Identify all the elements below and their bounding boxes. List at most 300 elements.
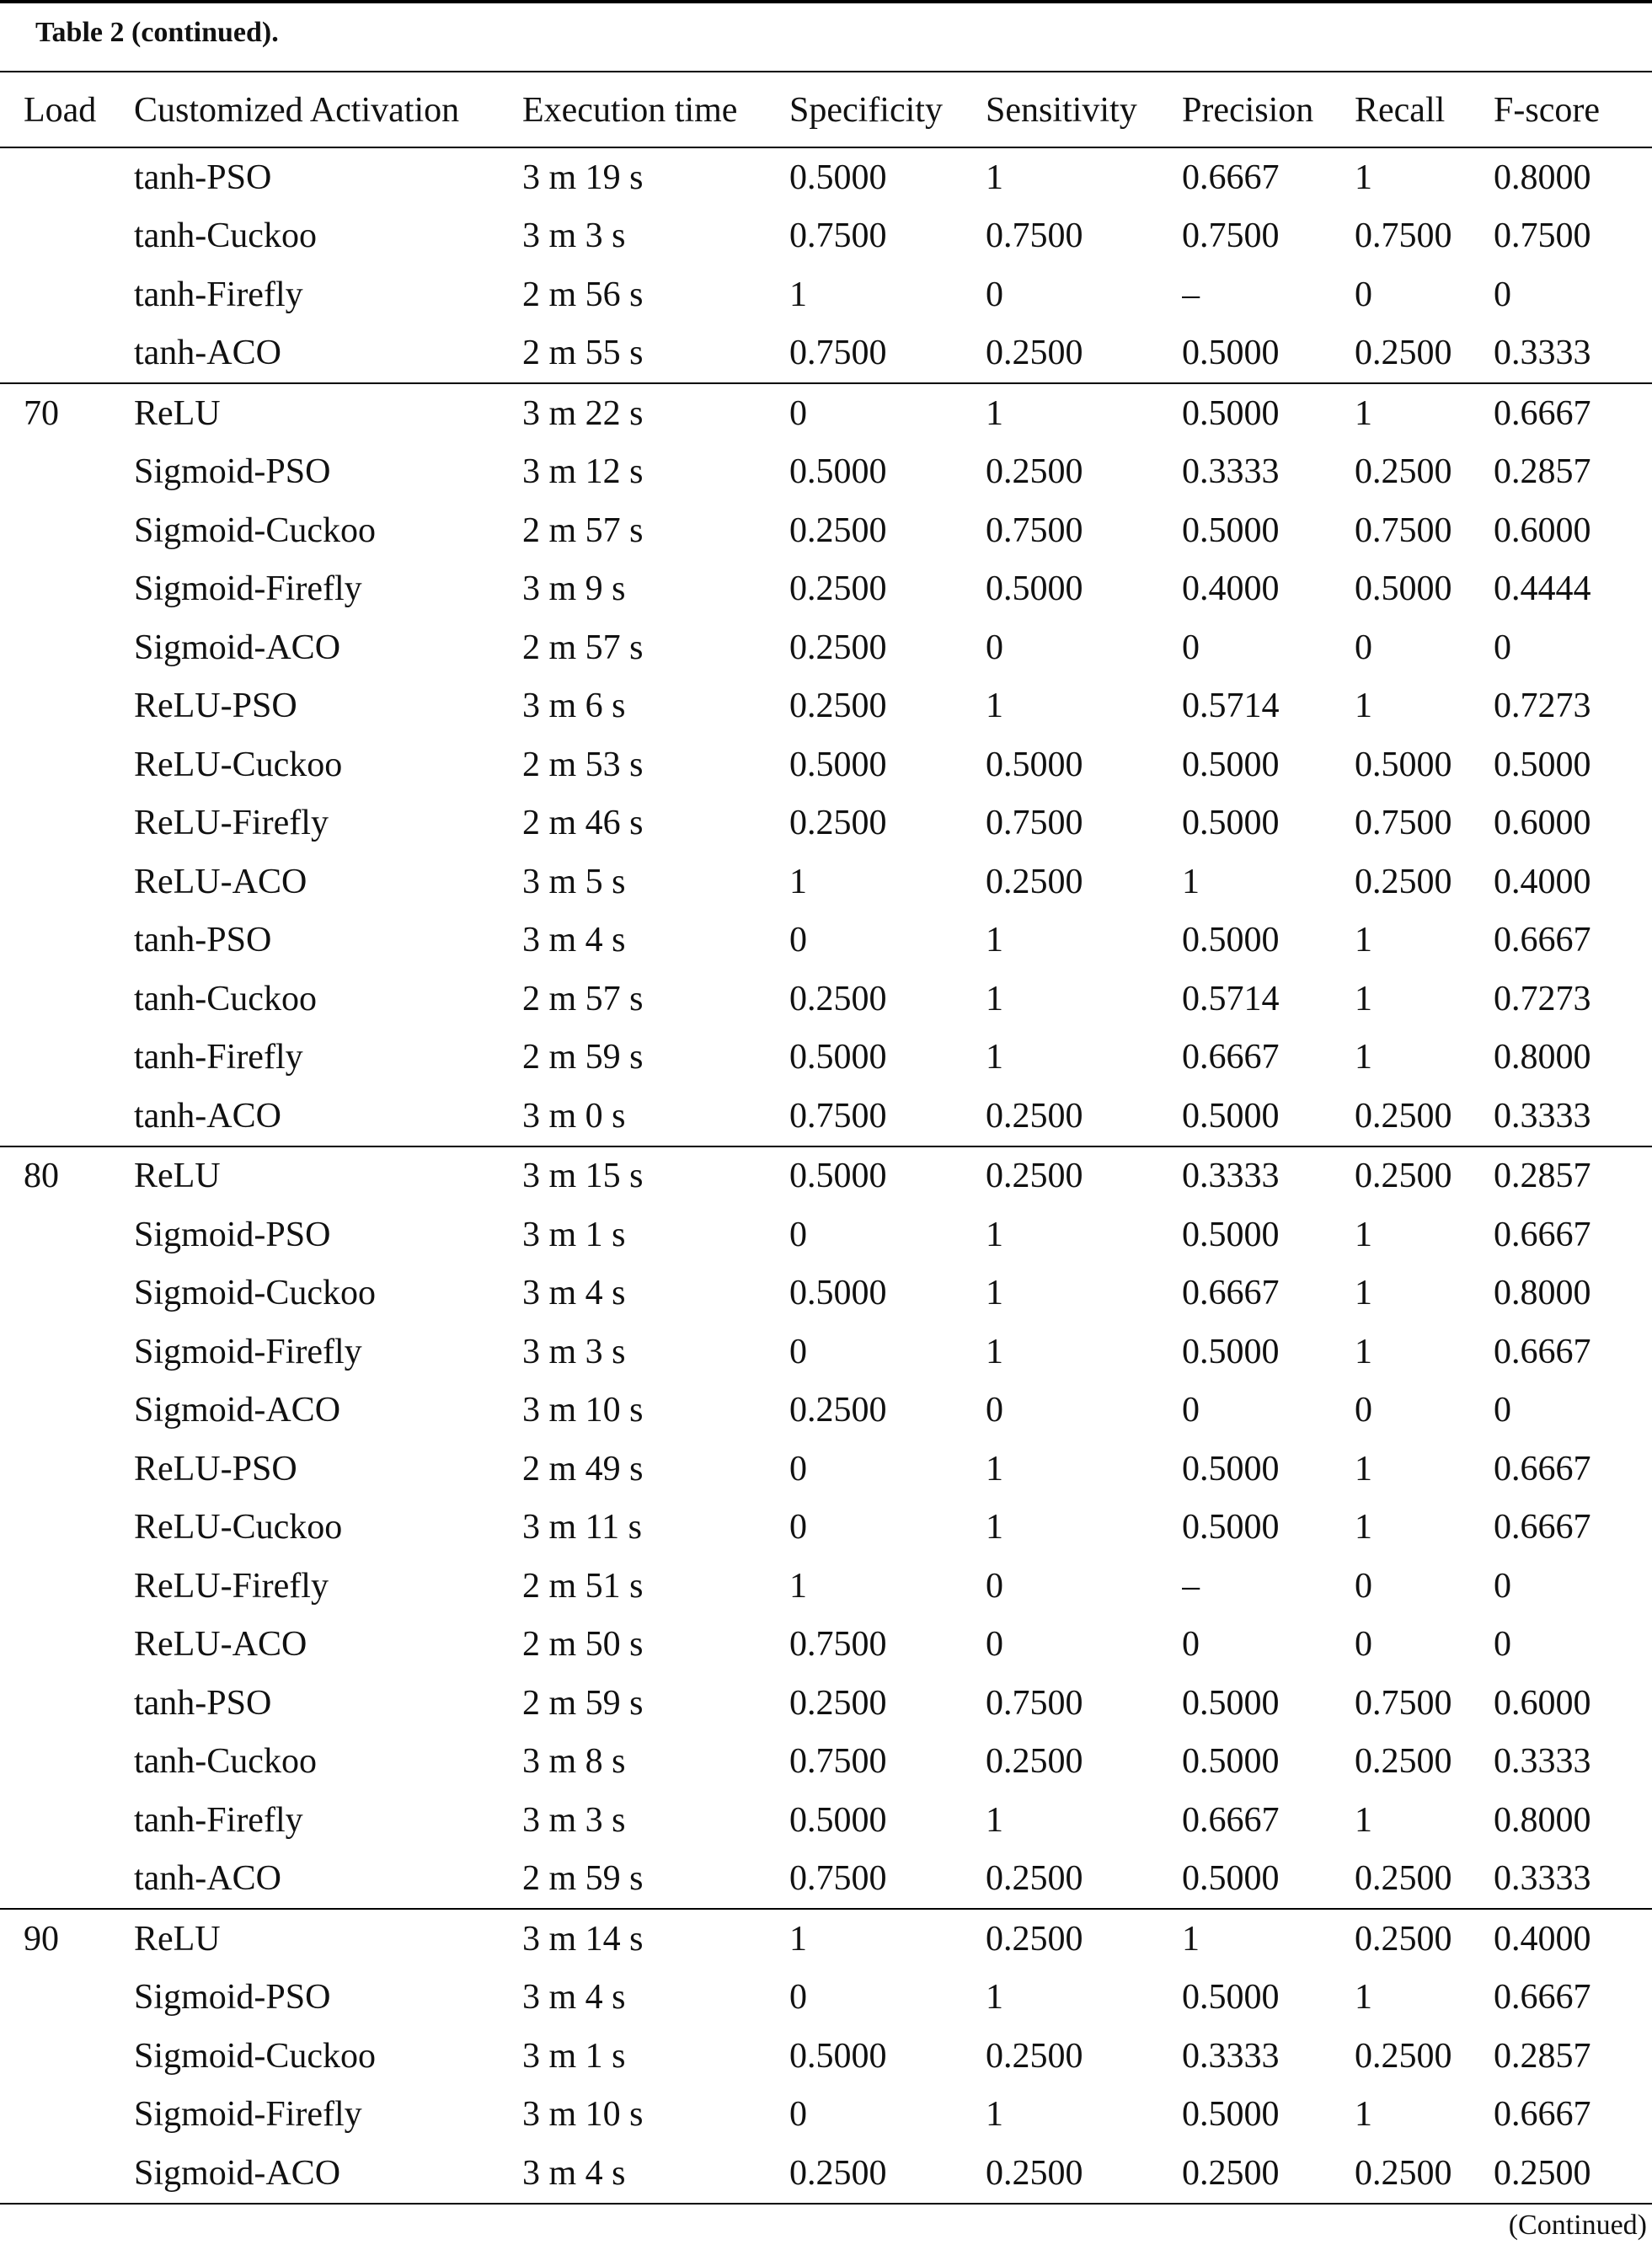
continued-note: (Continued)	[1508, 2210, 1647, 2241]
cell-load	[0, 1557, 134, 1616]
table-row	[0, 677, 1652, 736]
cell-specificity: 1	[789, 275, 807, 314]
cell-load	[0, 1499, 134, 1558]
cell-specificity: 0	[789, 1508, 807, 1547]
cell-sensitivity: 1	[986, 1215, 1003, 1254]
cell-specificity: 0.5000	[789, 1038, 887, 1077]
cell-recall: 1	[1355, 1332, 1372, 1371]
cell-f-score: 0.6667	[1494, 2095, 1591, 2135]
cell-specificity: 0.2500	[789, 804, 887, 843]
cell-load	[0, 794, 134, 853]
cell-precision: 0.5000	[1182, 1449, 1280, 1488]
cell-activation: Sigmoid-Firefly	[134, 1332, 362, 1371]
cell-sensitivity: 0	[986, 275, 1003, 314]
cell-f-score: 0	[1494, 1566, 1511, 1606]
cell-load	[0, 1733, 134, 1792]
table-row	[0, 1674, 1652, 1733]
cell-execution-time: 3 m 4 s	[522, 2144, 789, 2204]
cell-f-score: 0.7273	[1494, 979, 1591, 1018]
cell-execution-time: 2 m 59 s	[522, 1683, 644, 1723]
table-row	[0, 1087, 1652, 1146]
cell-specificity: 0	[789, 2095, 807, 2135]
cell-load	[0, 1969, 134, 2028]
cell-sensitivity: 0.2500	[986, 1087, 1182, 1146]
cell-specificity: 0	[789, 1332, 807, 1371]
cell-precision: 0	[1182, 1391, 1200, 1430]
cell-recall: 0.2500	[1355, 862, 1452, 901]
cell-activation: Sigmoid-PSO	[134, 1978, 331, 2018]
cell-precision: 0.5000	[1182, 804, 1280, 843]
cell-precision: 0	[1182, 1625, 1200, 1665]
cell-f-score: 0	[1494, 628, 1511, 667]
table-row	[0, 1146, 1652, 1206]
cell-recall: 1	[1355, 393, 1372, 433]
cell-recall: 1	[1355, 1274, 1372, 1313]
cell-sensitivity: 0.2500	[986, 2144, 1182, 2204]
cell-f-score: 0.2857	[1494, 1157, 1591, 1196]
cell-f-score: 0.6667	[1494, 1449, 1591, 1488]
cell-load	[0, 1029, 134, 1088]
cell-activation: tanh-ACO	[134, 324, 522, 384]
cell-sensitivity: 0.2500	[986, 2036, 1083, 2076]
cell-activation: tanh-PSO	[134, 158, 272, 197]
cell-activation: ReLU-Firefly	[134, 1566, 329, 1606]
cell-activation: ReLU-ACO	[134, 862, 307, 901]
table-row	[0, 265, 1652, 324]
cell-execution-time: 2 m 55 s	[522, 324, 789, 384]
cell-load	[0, 911, 134, 970]
top-rule	[0, 0, 1652, 3]
cell-sensitivity: 0	[986, 1625, 1003, 1665]
cell-precision: 0.3333	[1182, 2036, 1280, 2076]
cell-recall: 1	[1355, 1449, 1372, 1488]
cell-f-score: 0.6667	[1494, 1978, 1591, 2018]
cell-sensitivity: 1	[986, 393, 1003, 433]
cell-execution-time: 2 m 57 s	[522, 510, 644, 550]
cell-f-score: 0.6000	[1494, 1683, 1591, 1723]
cell-sensitivity: 1	[986, 1038, 1003, 1077]
cell-execution-time: 3 m 22 s	[522, 393, 644, 433]
cell-activation: tanh-Cuckoo	[134, 216, 317, 256]
table-row	[0, 1791, 1652, 1850]
cell-precision: 0.6667	[1182, 1038, 1280, 1077]
cell-activation: Sigmoid-ACO	[134, 1391, 341, 1430]
header-activation: Customized Activation	[134, 74, 522, 147]
cell-execution-time: 3 m 6 s	[522, 687, 626, 726]
cell-specificity: 0	[789, 921, 807, 960]
cell-sensitivity: 1	[986, 1332, 1003, 1371]
cell-activation: ReLU-Firefly	[134, 804, 329, 843]
cell-f-score: 0	[1494, 1625, 1511, 1665]
table-row	[0, 911, 1652, 970]
table-row	[0, 1264, 1652, 1323]
cell-execution-time: 2 m 50 s	[522, 1625, 644, 1665]
table-row	[0, 1616, 1652, 1675]
table-row	[0, 1850, 1652, 1910]
cell-specificity: 1	[789, 862, 807, 901]
cell-recall: 1	[1355, 1800, 1372, 1840]
table-row	[0, 501, 1652, 560]
cell-precision: 0.5000	[1182, 1978, 1280, 2018]
cell-precision: 0.5000	[1182, 921, 1280, 960]
cell-sensitivity: 1	[986, 921, 1003, 960]
table-row	[0, 1909, 1652, 1969]
cell-precision: 1	[1182, 862, 1200, 901]
cell-recall: 0	[1355, 1566, 1372, 1606]
cell-load	[0, 443, 134, 502]
cell-f-score: 0.2500	[1494, 2144, 1652, 2204]
cell-sensitivity: 0.2500	[986, 1157, 1083, 1196]
cell-specificity: 0.7500	[789, 1087, 986, 1146]
cell-precision: 0.5000	[1182, 1508, 1280, 1547]
table-row	[0, 2027, 1652, 2086]
cell-activation: Sigmoid-Firefly	[134, 569, 362, 609]
cell-recall: 0	[1355, 275, 1372, 314]
cell-recall: 1	[1355, 1038, 1372, 1077]
cell-load	[0, 1440, 134, 1499]
cell-f-score: 0.7500	[1494, 216, 1591, 256]
cell-f-score: 0.4000	[1494, 862, 1591, 901]
cell-execution-time: 3 m 4 s	[522, 1274, 626, 1313]
cell-sensitivity: 0.7500	[986, 1683, 1083, 1723]
cell-activation: tanh-Cuckoo	[134, 979, 317, 1018]
table-row	[0, 1323, 1652, 1382]
cell-f-score: 0.8000	[1494, 1038, 1591, 1077]
header-specificity: Specificity	[789, 74, 986, 147]
cell-sensitivity: 1	[986, 1508, 1003, 1547]
cell-execution-time: 3 m 1 s	[522, 2036, 626, 2076]
cell-specificity: 0.2500	[789, 979, 887, 1018]
cell-specificity: 0.2500	[789, 1391, 887, 1430]
cell-f-score: 0.6667	[1494, 1508, 1591, 1547]
cell-recall: 0.2500	[1355, 2036, 1452, 2076]
cell-recall: 1	[1355, 921, 1372, 960]
cell-recall: 0.2500	[1355, 1919, 1452, 1959]
cell-sensitivity: 1	[986, 1978, 1003, 2018]
cell-sensitivity: 1	[986, 1800, 1003, 1840]
header-f-score: F-score	[1494, 74, 1652, 147]
cell-f-score: 0.6667	[1494, 393, 1591, 433]
table-row	[0, 852, 1652, 911]
cell-f-score: 0.7273	[1494, 687, 1591, 726]
cell-specificity: 0.2500	[789, 628, 887, 667]
cell-precision: 0.3333	[1182, 452, 1280, 492]
cell-f-score: 0.3333	[1494, 1087, 1652, 1146]
cell-precision: 0.5000	[1182, 393, 1280, 433]
table-row	[0, 1557, 1652, 1616]
cell-load: 80	[24, 1157, 59, 1196]
cell-execution-time: 3 m 3 s	[522, 1332, 626, 1371]
cell-load	[0, 970, 134, 1029]
cell-precision: 0.5000	[1182, 1087, 1355, 1146]
cell-precision: 0.6667	[1182, 158, 1280, 197]
cell-specificity: 0.5000	[789, 1274, 887, 1313]
cell-execution-time: 3 m 1 s	[522, 1215, 626, 1254]
cell-load	[0, 560, 134, 619]
cell-sensitivity: 0.7500	[986, 216, 1083, 256]
cell-activation: Sigmoid-PSO	[134, 1215, 331, 1254]
header-row	[0, 74, 1652, 147]
cell-precision: 0	[1182, 628, 1200, 667]
cell-activation: tanh-ACO	[134, 1850, 522, 1910]
cell-recall: 0	[1355, 1391, 1372, 1430]
cell-precision: 0.5714	[1182, 979, 1280, 1018]
cell-execution-time: 2 m 59 s	[522, 1850, 789, 1910]
cell-precision: 0.5000	[1182, 2095, 1280, 2135]
cell-specificity: 0.7500	[789, 324, 986, 384]
cell-f-score: 0.8000	[1494, 1274, 1591, 1313]
cell-execution-time: 2 m 53 s	[522, 745, 644, 784]
cell-load	[0, 1850, 134, 1910]
cell-recall: 1	[1355, 158, 1372, 197]
cell-specificity: 0	[789, 1449, 807, 1488]
cell-execution-time: 2 m 49 s	[522, 1449, 644, 1488]
cell-recall: 0.2500	[1355, 1157, 1452, 1196]
cell-f-score: 0.6667	[1494, 1332, 1591, 1371]
table-row	[0, 383, 1652, 443]
cell-execution-time: 3 m 0 s	[522, 1087, 789, 1146]
cell-activation: ReLU-PSO	[134, 687, 297, 726]
cell-activation: Sigmoid-Cuckoo	[134, 2036, 377, 2076]
cell-load	[0, 618, 134, 677]
cell-recall: 0.5000	[1355, 745, 1452, 784]
cell-recall: 0.5000	[1355, 569, 1452, 609]
table-row	[0, 207, 1652, 266]
cell-activation: tanh-Firefly	[134, 1800, 303, 1840]
cell-precision: 0.5714	[1182, 687, 1280, 726]
cell-activation: ReLU-Cuckoo	[134, 745, 343, 784]
cell-recall: 0.2500	[1355, 2144, 1494, 2204]
table-row	[0, 1733, 1652, 1792]
cell-specificity: 0.2500	[789, 687, 887, 726]
cell-sensitivity: 0.2500	[986, 862, 1083, 901]
cell-specificity: 0.7500	[789, 1850, 986, 1910]
cell-execution-time: 3 m 5 s	[522, 862, 626, 901]
cell-execution-time: 2 m 59 s	[522, 1038, 644, 1077]
results-table	[0, 74, 1652, 2205]
cell-recall: 1	[1355, 687, 1372, 726]
cell-execution-time: 3 m 4 s	[522, 1978, 626, 2018]
cell-sensitivity: 0	[986, 1566, 1003, 1606]
cell-recall: 0.2500	[1355, 452, 1452, 492]
cell-load	[0, 677, 134, 736]
cell-recall: 0.2500	[1355, 1742, 1452, 1782]
cell-activation: tanh-PSO	[134, 921, 272, 960]
cell-specificity: 1	[789, 1919, 807, 1959]
table-row	[0, 1029, 1652, 1088]
cell-sensitivity: 0	[986, 628, 1003, 667]
cell-execution-time: 2 m 57 s	[522, 628, 644, 667]
cell-recall: 0	[1355, 1625, 1372, 1665]
cell-sensitivity: 0	[986, 1391, 1003, 1430]
cell-activation: ReLU-Cuckoo	[134, 1508, 343, 1547]
cell-f-score: 0.6000	[1494, 510, 1591, 550]
table-row	[0, 1969, 1652, 2028]
cell-sensitivity: 1	[986, 687, 1003, 726]
cell-load	[0, 1205, 134, 1264]
table-row	[0, 560, 1652, 619]
header-recall: Recall	[1355, 74, 1494, 147]
cell-load	[0, 1674, 134, 1733]
cell-execution-time: 3 m 4 s	[522, 921, 626, 960]
table-row	[0, 324, 1652, 384]
cell-precision: 1	[1182, 1919, 1200, 1959]
cell-f-score: 0.3333	[1494, 324, 1652, 384]
cell-activation: tanh-PSO	[134, 1683, 272, 1723]
cell-recall: 0.7500	[1355, 216, 1452, 256]
header-load: Load	[0, 74, 134, 147]
table-row	[0, 147, 1652, 207]
header-sensitivity: Sensitivity	[986, 74, 1182, 147]
cell-specificity: 1	[789, 1566, 807, 1606]
cell-f-score: 0.5000	[1494, 745, 1591, 784]
cell-recall: 1	[1355, 1508, 1372, 1547]
cell-load: 70	[24, 393, 59, 433]
cell-recall: 1	[1355, 1978, 1372, 2018]
cell-specificity: 0.2500	[789, 2144, 986, 2204]
cell-f-score: 0	[1494, 275, 1511, 314]
cell-load	[0, 147, 134, 207]
cell-load	[0, 1264, 134, 1323]
cell-load	[0, 265, 134, 324]
cell-load	[0, 1616, 134, 1675]
cell-specificity: 0.2500	[789, 1683, 887, 1723]
table-row	[0, 735, 1652, 794]
cell-sensitivity: 1	[986, 1274, 1003, 1313]
cell-precision: 0.6667	[1182, 1800, 1280, 1840]
cell-specificity: 0.7500	[789, 1625, 887, 1665]
cell-sensitivity: 0.2500	[986, 324, 1182, 384]
cell-activation: Sigmoid-Cuckoo	[134, 510, 377, 550]
cell-load	[0, 2086, 134, 2145]
cell-specificity: 0	[789, 393, 807, 433]
cell-activation: tanh-Firefly	[134, 275, 303, 314]
cell-sensitivity: 0.2500	[986, 1850, 1182, 1910]
cell-specificity: 0.5000	[789, 1157, 887, 1196]
cell-execution-time: 3 m 15 s	[522, 1157, 644, 1196]
cell-f-score: 0.8000	[1494, 158, 1591, 197]
cell-execution-time: 3 m 8 s	[522, 1742, 626, 1782]
cell-f-score: 0.8000	[1494, 1800, 1591, 1840]
table-row	[0, 1382, 1652, 1440]
cell-sensitivity: 1	[986, 2095, 1003, 2135]
cell-execution-time: 3 m 10 s	[522, 1391, 644, 1430]
cell-activation: Sigmoid-ACO	[134, 2144, 522, 2204]
cell-activation: tanh-Cuckoo	[134, 1742, 317, 1782]
cell-execution-time: 2 m 56 s	[522, 275, 644, 314]
cell-execution-time: 3 m 11 s	[522, 1508, 642, 1547]
cell-load	[0, 501, 134, 560]
cell-f-score: 0	[1494, 1391, 1511, 1430]
cell-specificity: 0.5000	[789, 745, 887, 784]
cell-recall: 0.7500	[1355, 804, 1452, 843]
cell-activation: Sigmoid-Firefly	[134, 2095, 362, 2135]
cell-activation: ReLU	[134, 1919, 221, 1959]
cell-f-score: 0.3333	[1494, 1742, 1591, 1782]
cell-f-score: 0.2857	[1494, 452, 1591, 492]
cell-recall: 0.7500	[1355, 510, 1452, 550]
cell-load	[0, 2027, 134, 2086]
cell-f-score: 0.2857	[1494, 2036, 1591, 2076]
cell-precision: 0.3333	[1182, 1157, 1280, 1196]
table-row	[0, 1440, 1652, 1499]
cell-execution-time: 2 m 51 s	[522, 1566, 644, 1606]
cell-execution-time: 2 m 46 s	[522, 804, 644, 843]
cell-specificity: 0.5000	[789, 452, 887, 492]
table-body	[0, 147, 1652, 2204]
cell-recall: 0	[1355, 628, 1372, 667]
cell-execution-time: 3 m 19 s	[522, 158, 644, 197]
cell-sensitivity: 0.2500	[986, 1742, 1083, 1782]
cell-specificity: 0.2500	[789, 510, 887, 550]
cell-load	[0, 1323, 134, 1382]
cell-activation: ReLU	[134, 1157, 221, 1196]
cell-recall: 1	[1355, 1215, 1372, 1254]
cell-load	[0, 735, 134, 794]
cell-precision: 0.5000	[1182, 1683, 1280, 1723]
cell-load	[0, 324, 134, 384]
cell-execution-time: 2 m 57 s	[522, 979, 644, 1018]
cell-load	[0, 1087, 134, 1146]
cell-f-score: 0.4444	[1494, 569, 1591, 609]
cell-load	[0, 852, 134, 911]
header-precision: Precision	[1182, 74, 1355, 147]
cell-execution-time: 3 m 9 s	[522, 569, 626, 609]
cell-f-score: 0.4000	[1494, 1919, 1591, 1959]
cell-activation: tanh-ACO	[134, 1087, 522, 1146]
cell-precision: 0.5000	[1182, 324, 1355, 384]
cell-execution-time: 3 m 12 s	[522, 452, 644, 492]
table-row	[0, 443, 1652, 502]
cell-activation: ReLU	[134, 393, 221, 433]
cell-specificity: 0	[789, 1978, 807, 2018]
cell-load	[0, 1382, 134, 1440]
cell-precision: 0.5000	[1182, 745, 1280, 784]
cell-recall: 0.2500	[1355, 1087, 1494, 1146]
cell-specificity: 0.5000	[789, 158, 887, 197]
table-row	[0, 794, 1652, 853]
cell-activation: Sigmoid-PSO	[134, 452, 331, 492]
cell-activation: ReLU-ACO	[134, 1625, 307, 1665]
table-row	[0, 970, 1652, 1029]
cell-precision: 0.5000	[1182, 1332, 1280, 1371]
caption-rule	[0, 71, 1652, 72]
cell-sensitivity: 0.5000	[986, 745, 1083, 784]
table-row	[0, 618, 1652, 677]
cell-activation: tanh-Firefly	[134, 1038, 303, 1077]
table-caption: Table 2 (continued).	[35, 17, 279, 48]
cell-specificity: 0.5000	[789, 2036, 887, 2076]
cell-f-score: 0.6000	[1494, 804, 1591, 843]
cell-activation: Sigmoid-Cuckoo	[134, 1274, 377, 1313]
cell-precision: 0.5000	[1182, 1742, 1280, 1782]
cell-specificity: 0	[789, 1215, 807, 1254]
cell-precision: 0.5000	[1182, 510, 1280, 550]
cell-precision: 0.2500	[1182, 2144, 1355, 2204]
cell-recall: 1	[1355, 979, 1372, 1018]
cell-recall: 1	[1355, 2095, 1372, 2135]
cell-precision: 0.5000	[1182, 1850, 1355, 1910]
cell-execution-time: 3 m 3 s	[522, 1800, 626, 1840]
cell-precision: –	[1182, 275, 1200, 314]
table-row	[0, 2086, 1652, 2145]
cell-precision: 0.7500	[1182, 216, 1280, 256]
cell-precision: 0.5000	[1182, 1215, 1280, 1254]
cell-execution-time: 3 m 14 s	[522, 1919, 644, 1959]
table-row	[0, 1499, 1652, 1558]
cell-precision: 0.4000	[1182, 569, 1280, 609]
cell-specificity: 0.5000	[789, 1800, 887, 1840]
